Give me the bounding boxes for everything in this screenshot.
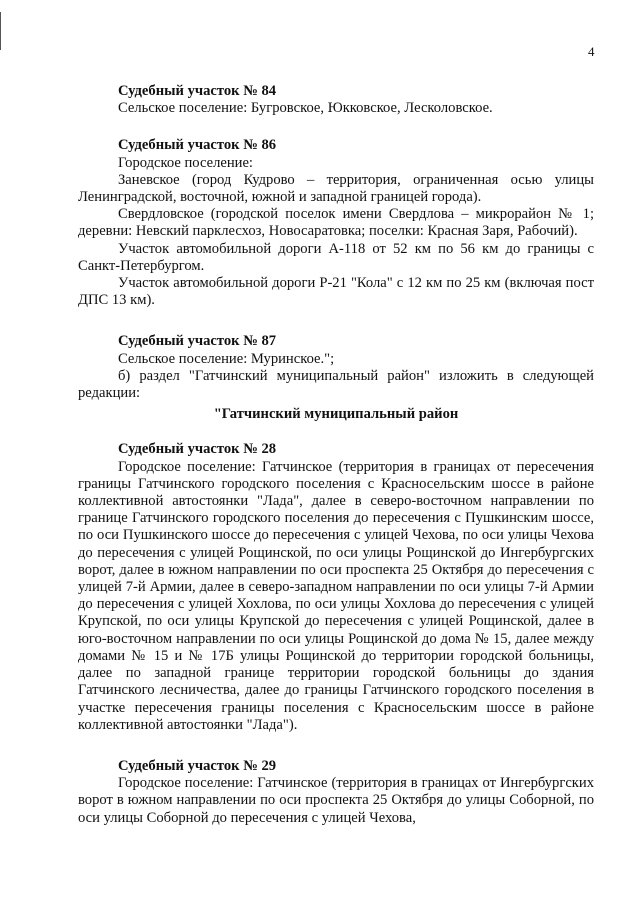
section-title: Судебный участок № 86 — [118, 137, 277, 154]
section-86 — [78, 137, 594, 309]
section-28 — [78, 441, 594, 733]
section-title: Судебный участок № 87 — [118, 333, 277, 350]
section-title: Судебный участок № 28 — [118, 441, 277, 458]
section-29 — [78, 758, 594, 827]
page-number: 4 — [588, 44, 595, 59]
section-87 — [78, 333, 594, 402]
section-paragraph: Заневское (город Кудрово – территория, ограниченная осью улицы Ленинградской, восточной, южной и западной границей города). — [78, 171, 594, 206]
section-text: Сельское поселение: Бугровское, Юкковское, Лесколовское. — [118, 100, 493, 117]
district-heading: "Гатчинский муниципальный район — [213, 406, 459, 423]
section-text: Сельское поселение: Муринское."; — [118, 350, 335, 367]
section-paragraph: Свердловское (городской поселок имени Свердлова – микрорайон № 1; деревни: Невский парклесхоз, Новосаратовка; поселки: Красная Заря, Рабочий). — [78, 206, 594, 240]
section-paragraph: Городское поселение: Гатчинское (территория в границах от Ингербургских ворот в южном направлении по оси проспекта 25 Октября до улицы Соборной, по оси улицы Соборной до пересечения с улицей Чехова, — [78, 775, 594, 826]
section-paragraph: Участок автомобильной дороги Р-21 "Кола" с 12 км по 25 км (включая пост ДПС 13 км). — [78, 275, 594, 309]
section-paragraph: Городское поселение: Гатчинское (территория в границах от пересечения границы Гатчинского городского поселения с Красносельским шоссе в районе коллективной автостоянки "Лада", далее в северо-восточном направлении по границе Гатчинского городского поселения до пересечения с Пушкинским шоссе, по оси Пушкинского шоссе до пересечения с улицей Чехова, по оси улицы Чехова до пересечения с улицей Рощинской, по оси улицы Рощинской до Ингербургских ворот, далее в южном направлении по оси проспекта 25 Октября до пересечения с улицей 7-й Армии, далее в северо-западном направлении по оси улицы 7-й Армии до пересечения с улицей Хохлова, по оси улицы Хохлова до пересечения с улицей Крупской, по оси улицы Крупской до пересечения с улицей Рощинской, далее в юго-восточном направлении по оси улицы Рощинской до дома № 15, далее между домами № 15 и № 17Б улицы Рощинской до территории городской больницы, далее по западной границе территории городской больницы до здания Гатчинского лесничества, далее до границы Гатчинского городского поселения в участке пересечения границы поселения с Красносельским шоссе в районе коллективной автостоянки "Лада"). — [78, 458, 594, 733]
section-title: Судебный участок № 29 — [118, 757, 277, 774]
section-paragraph: б) раздел "Гатчинский муниципальный район" изложить в следующей редакции: — [78, 367, 594, 402]
margin-rule — [0, 12, 1, 50]
section-paragraph: Участок автомобильной дороги А-118 от 52 км по 56 км до границы с Санкт-Петербургом. — [78, 240, 594, 274]
document-body — [78, 83, 594, 827]
section-text: Городское поселение: — [118, 154, 253, 171]
section-title: Судебный участок № 84 — [118, 83, 277, 99]
section-84 — [78, 83, 594, 117]
